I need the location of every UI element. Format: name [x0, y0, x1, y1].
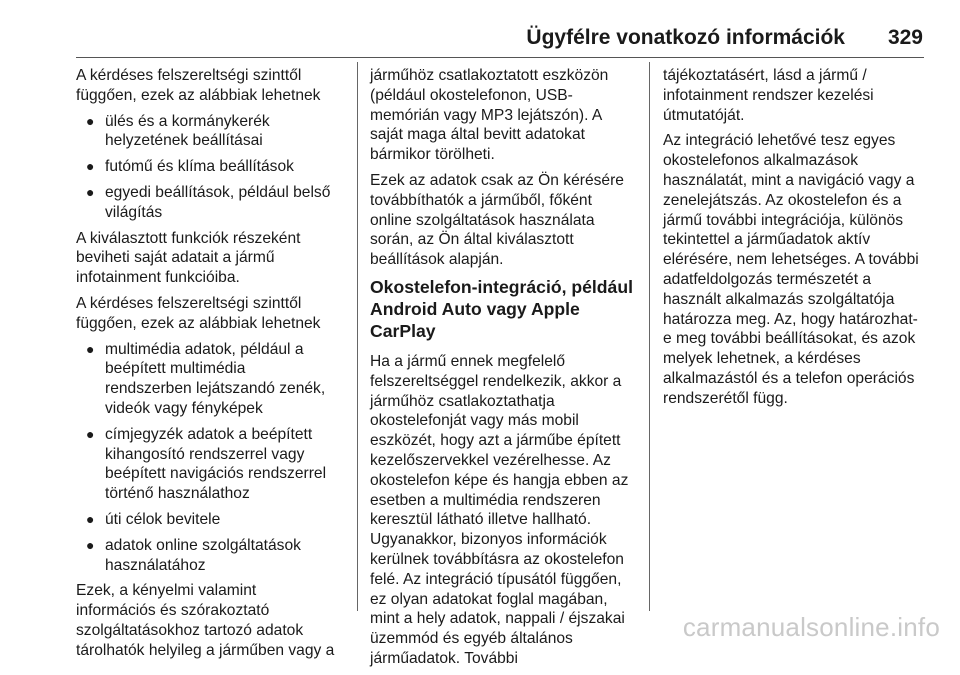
list-item: [76, 510, 348, 530]
paragraph: Ezek, a kényelmi valamint információs és szórakoztató szolgáltatásokhoz tartozó adatok tárolhatók helyileg a járműben vagy a: [76, 582, 335, 659]
bullet-list-2: [76, 340, 348, 576]
paragraph: A kérdéses felszereltségi szinttől függően, ezek az alábbiak lehetnek: [76, 67, 321, 104]
bullet-icon: ●: [86, 183, 95, 200]
bullet-icon: ●: [86, 425, 95, 442]
header-title: Ügyfélre vonatkozó információk: [526, 26, 845, 49]
list-item: [76, 536, 348, 576]
paragraph: Ha a jármű ennek megfelelő felszereltséggel rendelkezik, akkor a járműhöz csatlakoztathatja okostelefonját vagy más mobil eszközét, hogy azt a járműbe épített kezelőszervekkel vezérelhesse. Az okostelefon képe és hangja ebben az esetben a multimédia rendszeren keresztül látható illetve hallható. Ugyanakkor, bizonyos információk kerülnek továbbításra az okostelefon felé. Az integráció típusától függően, ez olyan adatokat foglal magában, mint a hely adatok, nappali / éjszakai üzemmód és egyéb általános járműadatok. További: [370, 352, 629, 667]
bullet-icon: ●: [86, 536, 95, 553]
bullet-icon: ●: [86, 340, 95, 357]
column-2: [370, 66, 636, 675]
header-rule: [76, 57, 924, 58]
bullet-icon: ●: [86, 158, 95, 175]
watermark: carmanualsonline.info: [682, 612, 940, 642]
bullet-list-1: [76, 112, 348, 223]
list-item-text: multimédia adatok, például a beépített multimédia rendszerben lejátszandó zenék, videók vagy fényképek: [105, 340, 326, 417]
paragraph: A kiválasztott funkciók részeként beviheti saját adatait a jármű infotainment funkcióiba.: [76, 229, 301, 287]
paragraph: tájékoztatásért, lásd a jármű / infotainment rendszer kezelési útmutatóját.: [663, 67, 874, 124]
list-item-text: úti célok bevitele: [105, 510, 221, 528]
column-divider-2: [649, 62, 650, 611]
list-item-text: adatok online szolgáltatások használatához: [105, 536, 301, 574]
list-item: [76, 183, 348, 223]
paragraph: Ezek az adatok csak az Ön kérésére továbbíthatók a járműből, főként online szolgáltatások használata során, az Ön által kiválasztott beállítások alapján.: [370, 171, 624, 269]
paragraph: járműhöz csatlakoztatott eszközön (például okostelefonon, USB- memórián vagy MP3 lejátszón). A saját maga által bevitt adatokat bármikor törölheti.: [370, 67, 609, 164]
list-item: [76, 425, 348, 504]
column-1: [76, 66, 348, 667]
paragraph: A kérdéses felszereltségi szinttől függően, ezek az alábbiak lehetnek: [76, 294, 321, 332]
column-divider-1: [357, 62, 358, 611]
section-heading: Okostelefon-integráció, például Android Auto vagy Apple CarPlay: [370, 276, 633, 341]
list-item-text: futómű és klíma beállítások: [105, 158, 294, 176]
bullet-icon: ●: [86, 112, 95, 129]
list-item-text: egyedi beállítások, például belső világítás: [105, 183, 331, 221]
paragraph: Az integráció lehetővé tesz egyes okostelefonos alkalmazások használatát, mint a navigáció vagy a zenelejátszás. Az okostelefon és a jármű további integrációja, különös tekintettel a járműadatok aktív elérésére, nem lehetséges. A további adatfeldolgozás természetét a használt alkalmazás szolgáltatója határozza meg. Az, hogy határozhat- e meg további beállításokat, és azok melyek lehetnek, a kérdéses alkalmazástól és a telefon operációs rendszerétől függ.: [663, 132, 919, 407]
list-item: [76, 112, 348, 152]
list-item-text: címjegyzék adatok a beépített kihangosító rendszerrel vagy beépített navigációs rendszerrel történő használathoz: [105, 425, 327, 503]
page-header: [0, 26, 960, 56]
column-3: [663, 66, 929, 415]
bullet-icon: ●: [86, 510, 95, 527]
list-item-text: ülés és a kormánykerék helyzetének beállításai: [105, 112, 270, 150]
list-item: [76, 340, 348, 419]
page-number: 329: [887, 26, 923, 49]
list-item: [76, 157, 348, 177]
